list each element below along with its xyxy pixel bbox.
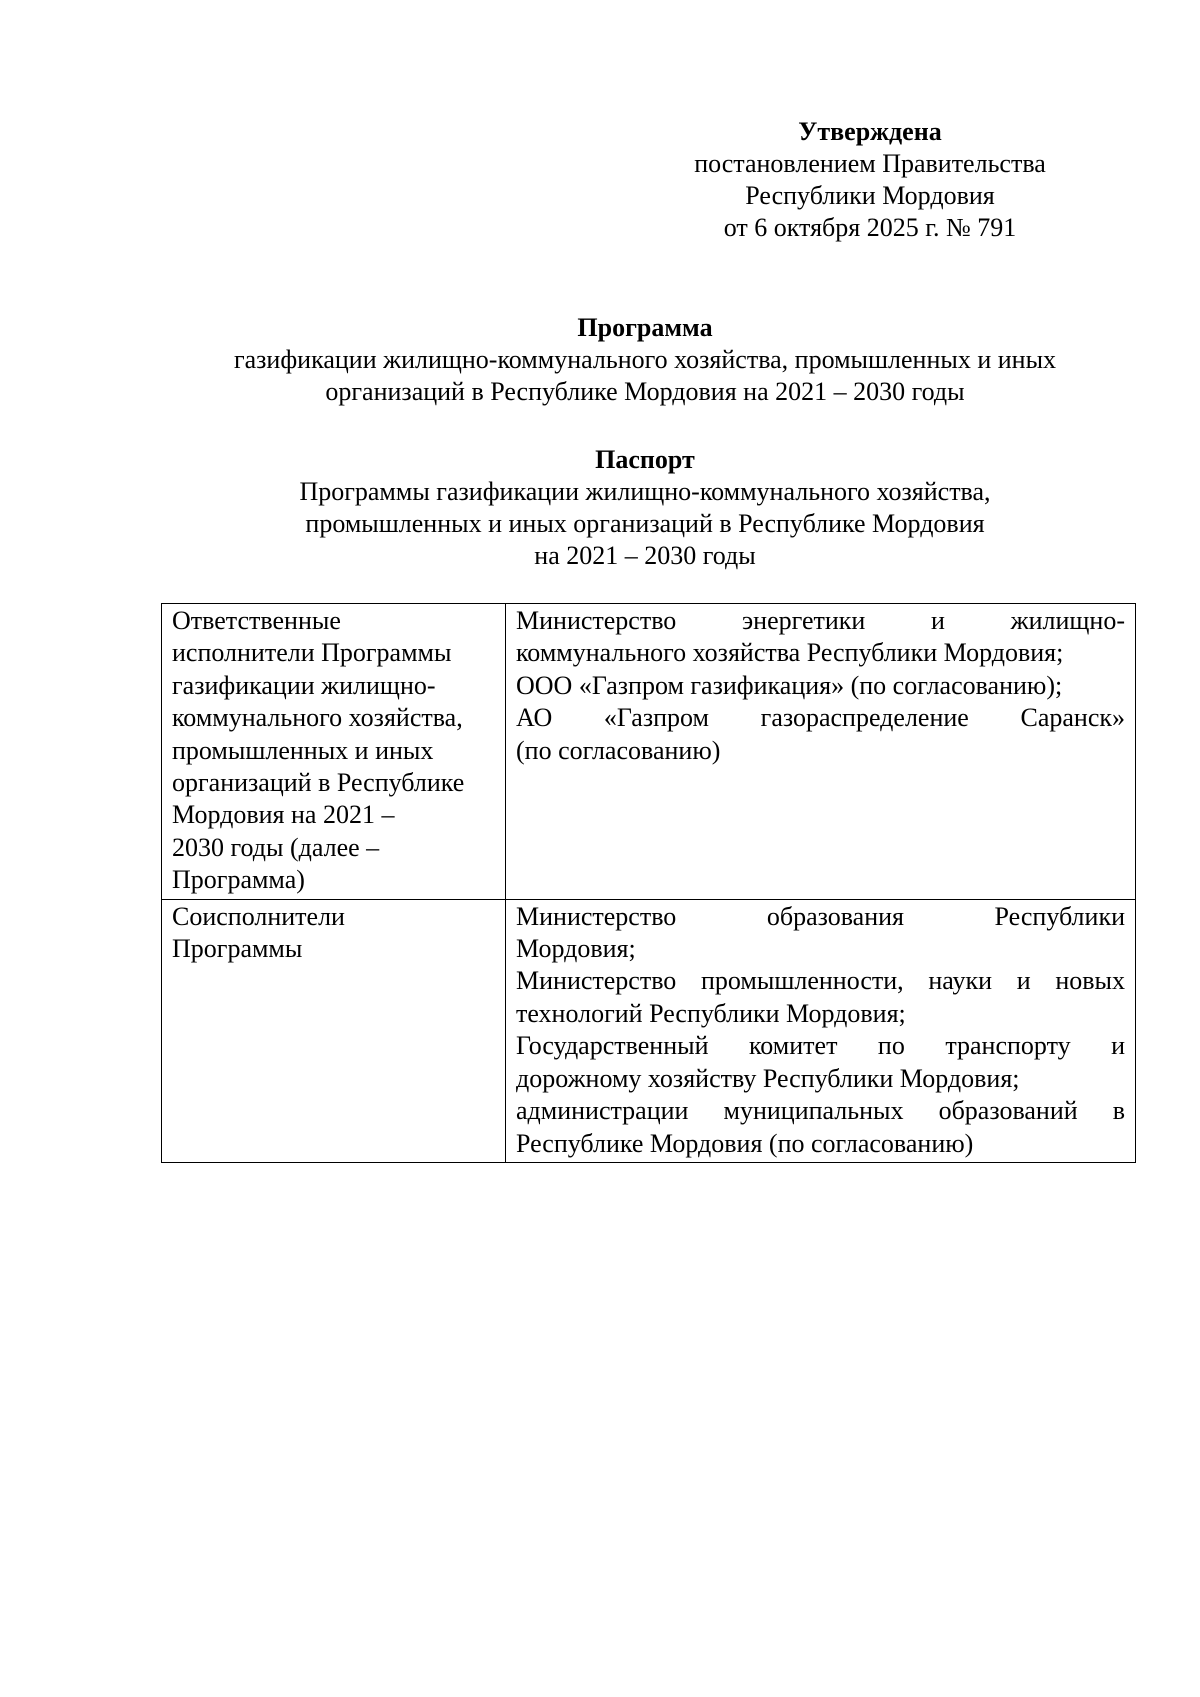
value-line: коммунального хозяйства Республики Мордовия; [516,638,1064,668]
program-heading [150,312,1140,408]
label-line: организаций в Республике [172,768,465,798]
table-row [162,899,1136,1162]
passport-subtitle-line-3: на 2021 – 2030 годы [534,541,756,570]
passport-table [161,603,1136,1163]
value-line: Государственный комитет по транспорту и [516,1031,1125,1061]
value-line: АО «Газпром газораспределение Саранск» [516,703,1125,733]
label-line: Мордовия на 2021 – [172,800,395,830]
label-line: Соисполнители [172,901,345,931]
program-subtitle-line-1: газификации жилищно-коммунального хозяйства, промышленных и иных [233,345,1057,374]
value-line: дорожному хозяйству Республики Мордовия; [516,1063,1020,1093]
value-line: администрации муниципальных образований в [516,1096,1125,1126]
row-value-cell [506,604,1136,900]
table-row [162,604,1136,900]
row-label-cell [162,604,506,900]
approval-title: Утверждена [798,117,942,146]
label-line: промышленных и иных [172,735,434,765]
value-line: Мордовия; [516,934,636,964]
passport-heading [150,444,1140,572]
program-title: Программа [577,313,713,342]
passport-subtitle-line-1: Программы газификации жилищно-коммунального хозяйства, [299,477,991,506]
value-line: Республике Мордовия (по согласованию) [516,1128,974,1158]
value-line: (по согласованию) [516,735,721,765]
value-line: Министерство промышленности, науки и новых [516,966,1125,996]
label-line: Программы [172,934,303,964]
row-label-cell [162,899,506,1162]
passport-title: Паспорт [595,445,695,474]
row-value-cell [506,899,1136,1162]
approval-line-1: постановлением Правительства [694,149,1046,178]
value-line: Министерство энергетики и жилищно- [516,606,1125,635]
approval-block [620,116,1120,244]
label-line: Ответственные [172,606,341,635]
label-line: коммунального хозяйства, [172,703,463,733]
label-line: 2030 годы (далее – [172,832,380,862]
program-subtitle-line-2: организаций в Республике Мордовия на 2021 – 2030 годы [325,377,965,406]
label-line: исполнители Программы [172,638,452,668]
label-line: Программа) [172,865,305,895]
value-line: технологий Республики Мордовия; [516,998,906,1028]
label-line: газификации жилищно- [172,670,436,700]
passport-subtitle-line-2: промышленных и иных организаций в Республике Мордовия [305,509,985,538]
approval-line-2: Республики Мордовия [745,181,995,210]
value-line: ООО «Газпром газификация» (по согласованию); [516,670,1063,700]
approval-line-3: от 6 октября 2025 г. № 791 [723,213,1017,242]
value-line: Министерство образования Республики [516,901,1125,931]
